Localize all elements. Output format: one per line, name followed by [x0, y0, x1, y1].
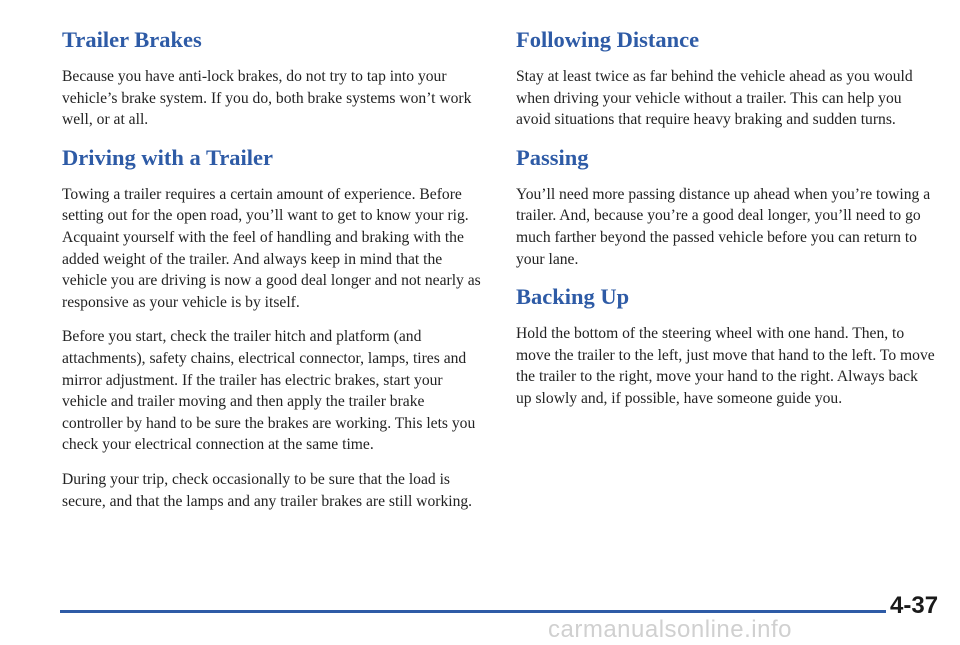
paragraph-driving-experience: Towing a trailer requires a certain amount of experience. Before setting out for the open road, you’ll want to get to know your rig. Acquaint yourself with the feel of handling and braking with the added weight of the trailer. And always keep in mind that the vehicle you are driving is now a good deal longer and not nearly as responsive as your vehicle is by itself.	[62, 185, 481, 311]
footer-rule	[60, 610, 886, 613]
heading-following-distance: Following Distance	[516, 27, 700, 52]
paragraph-passing: You’ll need more passing distance up ahead when you’re towing a trailer. And, because you’re a good deal longer, you’ll need to go much farther beyond the passed vehicle before you can return to your lane.	[516, 185, 931, 268]
paragraph-trailer-brakes: Because you have anti-lock brakes, do not try to tap into your vehicle’s brake system. If you do, both brake systems won’t work well, or at all.	[62, 68, 472, 129]
heading-trailer-brakes: Trailer Brakes	[62, 27, 202, 52]
left-column	[62, 26, 482, 525]
paragraph-during-your-trip: During your trip, check occasionally to be sure that the load is secure, and that the lamps and any trailer brakes are still working.	[62, 470, 473, 510]
paragraph-following-distance: Stay at least twice as far behind the vehicle ahead as you would when driving your vehicle without a trailer. This can help you avoid situations that require heavy braking and sudden turns.	[516, 68, 913, 129]
page-number: 4-37	[890, 592, 939, 619]
right-column	[516, 26, 936, 423]
paragraph-before-you-start: Before you start, check the trailer hitch and platform (and attachments), safety chains, electrical connector, lamps, tires and mirror adjustment. If the trailer has electric brakes, start your vehicle and trailer moving and then apply the trailer brake controller by hand to be sure the brakes are working. This lets you check your electrical connection at the same time.	[62, 328, 476, 454]
watermark-text: carmanualsonline.info	[548, 616, 792, 643]
paragraph-backing-up: Hold the bottom of the steering wheel with one hand. Then, to move the trailer to the left, just move that hand to the left. To move the trailer to the right, move your hand to the right. Always back up slowly and, if possible, have someone guide you.	[516, 325, 935, 407]
heading-driving-with-a-trailer: Driving with a Trailer	[62, 144, 274, 170]
heading-backing-up: Backing Up	[516, 284, 630, 310]
heading-passing: Passing	[516, 144, 589, 170]
